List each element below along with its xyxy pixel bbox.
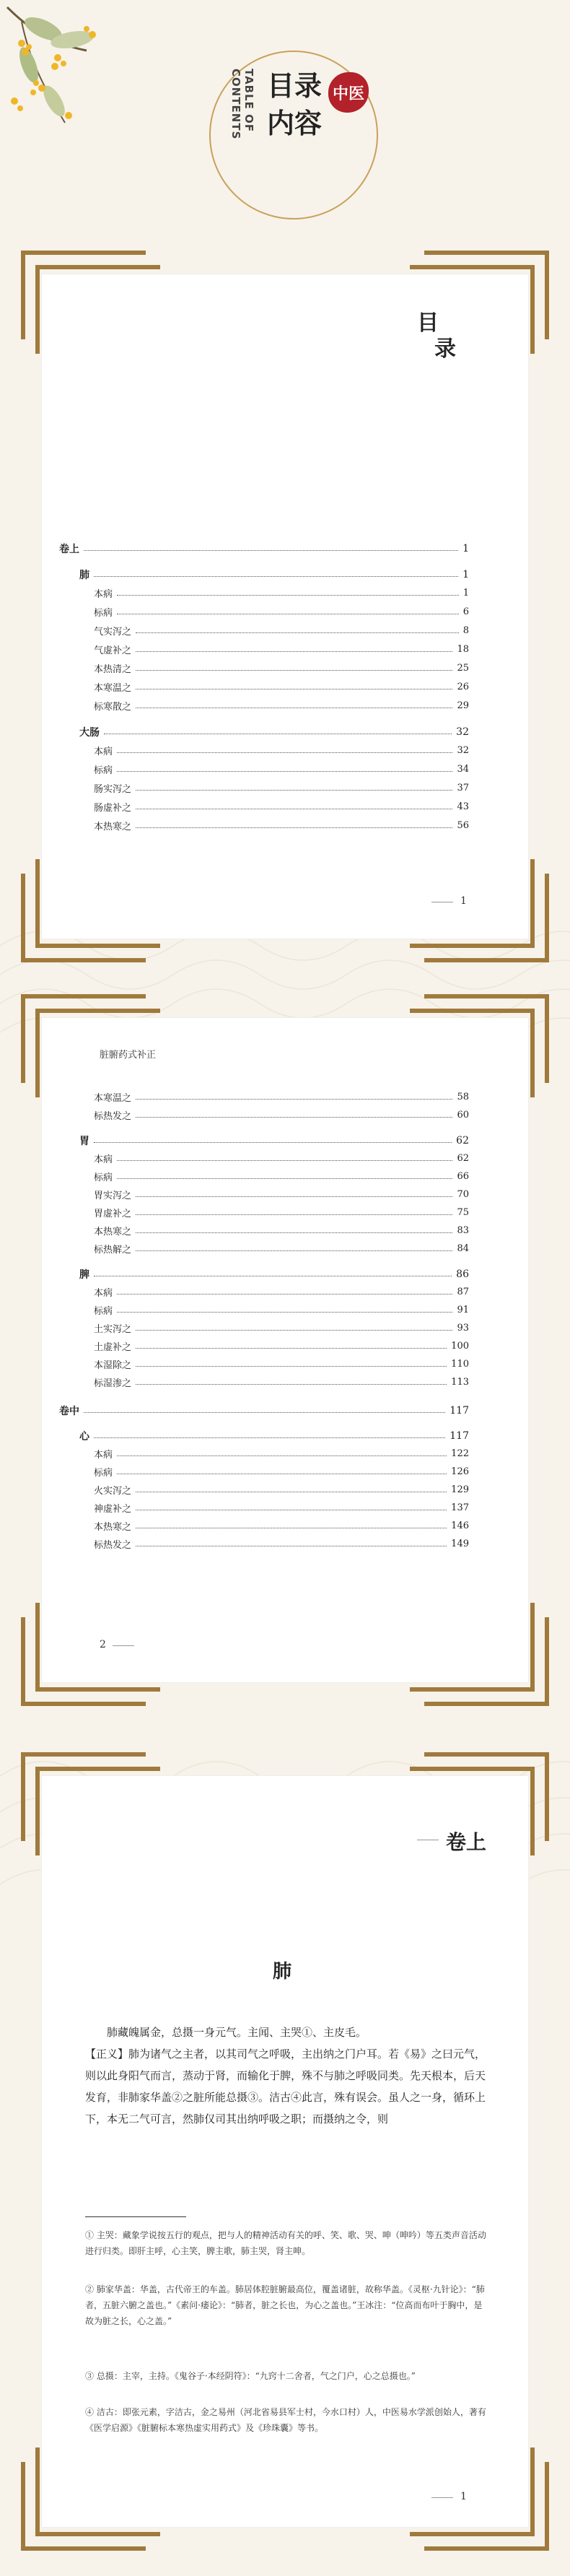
toc-leader-dots [136,1491,447,1492]
toc-entry[interactable] [59,1108,469,1122]
toc-entry[interactable] [59,1404,469,1418]
toc-entry-label: 本病 [94,589,113,600]
toc-leader-dots [136,1509,447,1510]
toc-entry-label: 土实泻之 [94,1324,132,1335]
toc-entry-label: 胃 [79,1136,89,1147]
toc-entry-page: 126 [451,1466,469,1477]
toc-entry[interactable] [59,605,469,619]
toc-entry[interactable] [59,586,469,600]
toc-entry[interactable] [59,1242,469,1256]
toc-leader-dots [117,752,452,753]
toc-entry-page: 149 [451,1539,469,1549]
toc-entry-page: 25 [457,663,469,674]
toc-entry-label: 大肠 [79,727,100,739]
toc-entry[interactable] [59,744,469,757]
page-number-rule [431,2497,453,2498]
toc-entry-label: 本病 [94,1154,113,1165]
body-paragraph-2: 【正义】肺为诸气之主者，以其司气之呼吸，主出纳之门户耳。若《易》之曰元气，则以此身阳气而言，蒸动于肾，而输化于脾，殊不与肺之呼吸同类。先天根本，后天发育，非肺家华盖②之脏所能总摄③。洁古④此言，殊有误会。虽人之一身，循环上下，本无二气可言，然肺仅司其出纳呼吸之职；而摄纳之令，则 [85,2048,486,2125]
toc-entry-label: 本寒温之 [94,683,132,694]
toc-entry-page: 60 [457,1110,469,1121]
header-banner [0,0,570,217]
toc-leader-dots [117,770,452,772]
toc-entry[interactable] [59,1357,469,1371]
page-number-rule [113,1645,134,1646]
toc-leader-dots [117,1178,452,1179]
toc-entry-page: 137 [451,1502,469,1513]
toc-entry-label: 本热寒之 [94,1522,132,1533]
toc-entry[interactable] [59,680,469,694]
toc-leader-dots [117,1473,447,1474]
toc-entry[interactable] [59,819,469,832]
toc-entry-label: 卷上 [59,544,79,555]
toc-entry-label: 心 [79,1431,89,1443]
toc-entry-page: 84 [457,1243,469,1254]
toc-entry-label: 土虚补之 [94,1342,132,1353]
toc-entry[interactable] [59,699,469,713]
toc-entry[interactable] [59,1206,469,1219]
toc-leader-dots [117,1455,447,1456]
toc-page-1 [42,274,528,939]
toc-leader-dots [117,1311,452,1313]
toc-heading-1: 目 [417,310,439,336]
toc-entry[interactable] [59,1501,469,1515]
toc-leader-dots [136,650,452,652]
toc-entry-label: 胃虚补之 [94,1209,132,1219]
toc-entry-page: 110 [451,1359,469,1370]
toc-entry-label: 标热发之 [94,1540,132,1551]
toc-entry[interactable] [59,1188,469,1201]
footnote-3: ③ 总摄：主宰，主持。《鬼谷子·本经阴符》：“九窍十二舍者，气之门户，心之总摄也。” [85,2371,416,2381]
toc-leader-dots [136,1527,447,1528]
toc-entry-label: 肠实泻之 [94,784,132,795]
toc-entry[interactable] [59,1321,469,1335]
toc-entry-page: 117 [450,1430,469,1442]
toc-entry[interactable] [59,1090,469,1104]
toc-heading-2: 录 [434,336,456,362]
toc-entry-label: 标病 [94,608,113,619]
title-line-1: 目录 [267,69,323,102]
toc-entry-page: 146 [451,1520,469,1531]
toc-entry[interactable] [59,781,469,795]
toc-leader-dots [136,669,452,671]
toc-entry[interactable] [59,624,469,638]
toc-entry-label: 本病 [94,747,113,757]
toc-entry-page: 87 [457,1287,469,1297]
toc-entry-page: 58 [457,1092,469,1102]
toc-entry[interactable] [59,725,469,739]
toc-entry-label: 本病 [94,1288,113,1299]
toc-entry-page: 113 [451,1377,469,1388]
toc-entry-label: 肺 [79,570,89,581]
toc-entry-label: 本热寒之 [94,1227,132,1237]
toc-entry-label: 本热寒之 [94,822,132,832]
title-english: TABLE OF CONTENTS [229,69,255,140]
toc-entry-page: 56 [457,820,469,831]
toc-entry-label: 本热清之 [94,664,132,675]
toc-leader-dots [84,549,458,551]
toc-entry[interactable] [59,1133,469,1148]
page-number: 1 [460,2491,467,2502]
toc-entry-page: 32 [456,726,469,738]
toc-entry-page: 6 [462,606,469,617]
toc-entry[interactable] [59,1224,469,1237]
toc-entry[interactable] [59,567,469,582]
toc-entry-page: 93 [457,1323,469,1333]
toc-entry-label: 火实泻之 [94,1486,132,1497]
toc-leader-dots [94,1141,452,1143]
toc-entry[interactable] [59,1285,469,1299]
toc-entry[interactable] [59,1339,469,1353]
toc-entry-page: 26 [457,682,469,692]
toc-entry-page: 43 [457,801,469,812]
footnote-rule [85,2216,186,2217]
toc-entry[interactable] [59,643,469,656]
toc-leader-dots [117,594,459,596]
toc-leader-dots [117,1159,452,1161]
toc-entry[interactable] [59,1375,469,1389]
toc-entry-page: 18 [457,644,469,655]
toc-leader-dots [136,1098,452,1100]
toc-entry[interactable] [59,1429,469,1443]
toc-entry[interactable] [59,1303,469,1317]
toc-leader-dots [136,1329,452,1331]
toc-leader-dots [136,1196,452,1197]
toc-leader-dots [84,1411,445,1413]
toc-entry[interactable] [59,1447,469,1461]
toc-leader-dots [136,707,452,708]
toc-leader-dots [136,1250,452,1251]
toc-entry[interactable] [59,1465,469,1479]
toc-entry-label: 标病 [94,1172,113,1183]
toc-entry-page: 86 [456,1269,469,1280]
toc-entry-label: 标湿渗之 [94,1378,132,1389]
toc-entry-label: 神虚补之 [94,1504,132,1515]
toc-entry[interactable] [59,1152,469,1165]
toc-entry-label: 标病 [94,1306,113,1317]
toc-entry[interactable] [59,1170,469,1183]
page-number: 1 [460,895,467,907]
toc-list-1 [59,541,469,845]
toc-entry[interactable] [59,1267,469,1282]
toc-entry-label: 本寒温之 [94,1093,132,1104]
toc-leader-dots [136,688,452,689]
osmanthus-flowers-illustration [0,0,130,152]
toc-leader-dots [94,575,458,577]
toc-entry-page: 1 [462,543,469,554]
toc-leader-dots [136,808,452,809]
toc-entry-page: 117 [450,1405,469,1417]
chapter-title: 卷上 [446,1830,487,1854]
toc-entry-label: 标寒散之 [94,702,132,713]
toc-entry-page: 32 [457,745,469,756]
toc-entry[interactable] [59,800,469,814]
toc-leader-dots [136,789,452,791]
body-page [42,1776,528,2527]
toc-page-2 [42,1018,528,1682]
toc-entry-page: 70 [457,1189,469,1200]
toc-leader-dots [136,1347,447,1349]
toc-entry-label: 气虚补之 [94,645,132,656]
toc-entry[interactable] [59,762,469,776]
toc-leader-dots [136,1214,452,1215]
toc-entry[interactable] [59,1483,469,1497]
toc-entry-label: 脾 [79,1269,89,1281]
toc-entry-page: 62 [457,1153,469,1164]
toc-entry-page: 83 [457,1225,469,1236]
body-paragraph-1: 肺藏魄属金，总摄一身元气。主闻、主哭①、主皮毛。 [107,2026,367,2039]
toc-entry-page: 8 [462,625,469,636]
toc-leader-dots [136,1545,447,1546]
toc-entry-label: 卷中 [59,1406,79,1417]
toc-entry-label: 标热解之 [94,1245,132,1256]
toc-leader-dots [136,632,459,633]
toc-entry-page: 37 [457,783,469,793]
toc-leader-dots [136,1365,447,1367]
toc-entry[interactable] [59,1519,469,1533]
toc-entry-label: 标病 [94,765,113,776]
toc-entry-page: 62 [456,1135,469,1146]
toc-entry-label: 本病 [94,1450,113,1461]
section-title: 肺 [273,1961,292,1983]
toc-entry-label: 胃实泻之 [94,1191,132,1201]
toc-entry-page: 100 [451,1341,469,1352]
toc-entry-page: 122 [451,1448,469,1459]
toc-entry-label: 肠虚补之 [94,803,132,814]
toc-entry-page: 91 [457,1305,469,1315]
toc-leader-dots [104,733,452,734]
toc-entry-label: 气实泻之 [94,627,132,638]
toc-entry[interactable] [59,541,469,556]
toc-entry-page: 75 [457,1207,469,1218]
toc-entry-page: 29 [457,700,469,711]
toc-leader-dots [136,1232,452,1233]
red-seal-stamp: 中医 [328,72,369,113]
footnote-2: ② 肺家华盖：华盖，古代帝王的车盖。肺居体腔脏腑最高位，覆盖诸脏，故称华盖。《灵枢·九针论》：“肺者，五脏六腑之盖也。”《素问·痿论》：“肺者，脏之长也，为心之盖也。”王冰注：“位高而布叶于胸中，是故为脏之长，心之盖。” [85,2284,485,2326]
toc-leader-dots [117,1293,452,1294]
toc-leader-dots [94,1275,452,1276]
toc-entry-label: 标热发之 [94,1111,132,1122]
title-line-2: 内容 [267,107,323,139]
toc-leader-dots [117,613,459,614]
running-head: 脏腑药式补正 [100,1050,157,1061]
toc-entry-page: 129 [451,1484,469,1495]
footnote-4: ④ 洁古：即张元素，字洁古，金之易州（河北省易县军士村，今水口村）人，中医易水学派创始人，著有《医学启源》《脏腑标本寒热虚实用药式》及《珍珠囊》等书。 [85,2407,486,2433]
toc-leader-dots [136,1116,452,1118]
toc-leader-dots [94,1437,445,1438]
toc-entry-page: 1 [462,588,469,599]
toc-leader-dots [136,827,452,828]
page-number: 2 [100,1639,106,1650]
toc-entry[interactable] [59,661,469,675]
toc-entry-label: 标病 [94,1468,113,1479]
toc-entry-label: 本湿除之 [94,1360,132,1371]
toc-entry-page: 1 [462,569,469,580]
toc-entry[interactable] [59,1537,469,1551]
toc-entry-page: 34 [457,764,469,775]
toc-list-2 [59,1090,469,1567]
toc-leader-dots [136,1383,447,1385]
footnote-1: ① 主哭：藏象学说按五行的观点，把与人的精神活动有关的呼、笑、歌、哭、呻（呻吟）等五类声音活动进行归类。即肝主呼，心主笑，脾主歌，肺主哭，肾主呻。 [85,2230,486,2256]
toc-entry-page: 66 [457,1171,469,1182]
